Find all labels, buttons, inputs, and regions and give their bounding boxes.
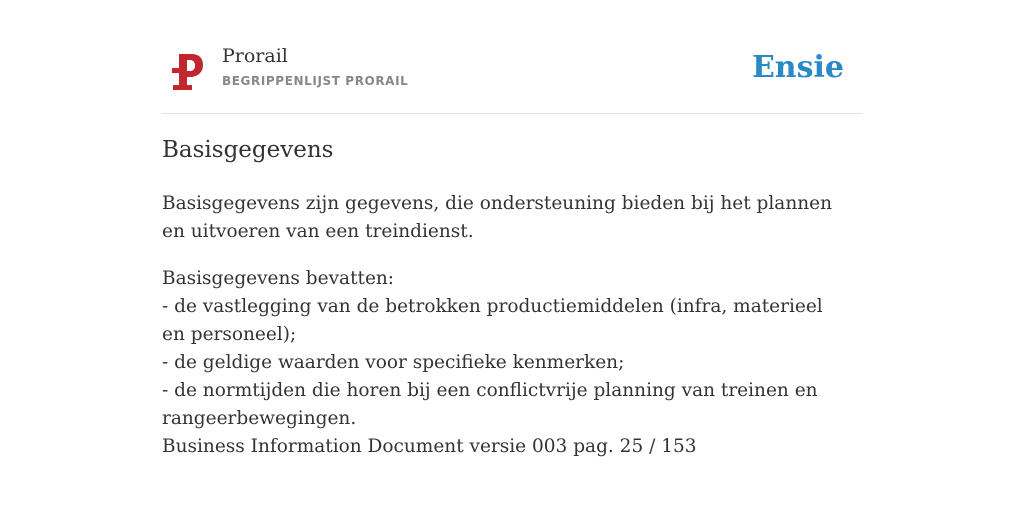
ensie-brand-link[interactable]: Ensie: [751, 50, 844, 85]
definition-paragraph: Basisgegevens zijn gegevens, die ondersteuning bieden bij het plannen en uitvoeren van een treindienst.: [162, 193, 833, 242]
definition-paragraph: Basisgegevens bevatten: - de vastlegging van de betrokken productiemiddelen (infra, materieel en personeel); - de geldige waarden voor specifieke kenmerken; - de normtijden die horen bij een conflictvrije planning van treinen en rangeerbewegingen. Business Information Document versie 003 pag. 25 / 153: [162, 268, 823, 457]
source-name[interactable]: Prorail: [222, 45, 288, 67]
card-header: [162, 0, 862, 114]
prorail-logo-icon: [170, 52, 204, 92]
definition-body: [162, 190, 842, 480]
definition-card: [162, 0, 862, 457]
term-title: Basisgegevens: [162, 137, 334, 163]
source-subtitle: BEGRIPPENLIJST PRORAIL: [222, 74, 409, 88]
